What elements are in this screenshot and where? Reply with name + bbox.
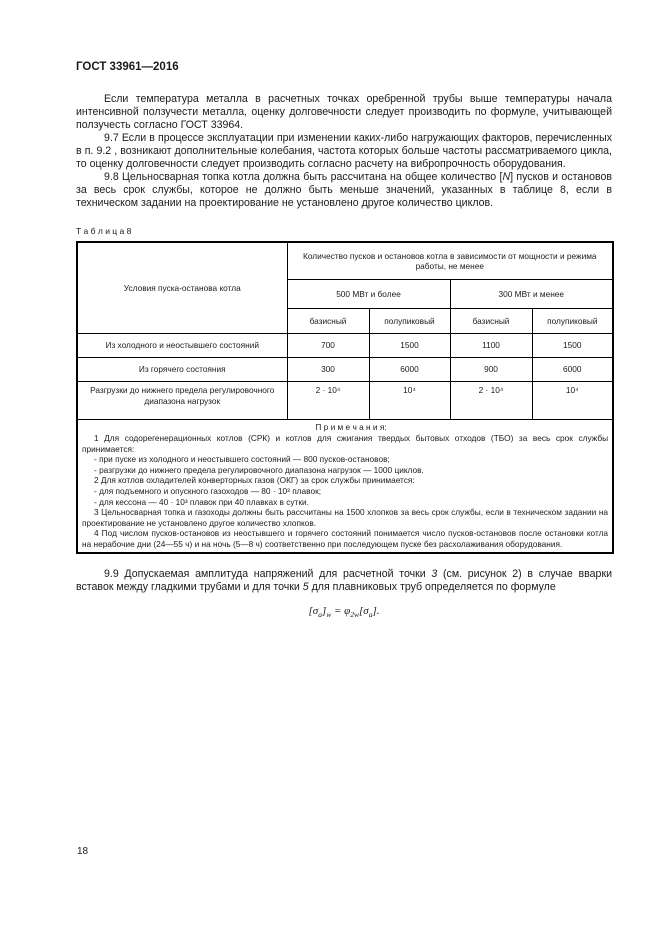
cell-value: 900 bbox=[450, 358, 532, 382]
cell-value: 1100 bbox=[450, 334, 532, 358]
paragraph-9-8-var-n: N bbox=[502, 171, 511, 183]
header-mode-2: полупиковый bbox=[369, 309, 450, 334]
formula-stress-amplitude bbox=[76, 605, 612, 619]
formula-equals-phi: = φ bbox=[331, 604, 351, 617]
paragraph-9-8-text-b: ] пусков и остановов за весь срок службы, которое не должно быть меньше значений, указанных в таблице 8, если в техническом задании на проектирование не установлено другое количество циклов. bbox=[76, 171, 612, 209]
formula-rhs: [σ bbox=[359, 604, 369, 617]
cell-value: 10⁴ bbox=[369, 382, 450, 420]
header-mode-3: базисный bbox=[450, 309, 532, 334]
note-item: - для подъемного и опускного газоходов — 80 · 10³ плавок; bbox=[94, 485, 322, 496]
cell-value: 700 bbox=[287, 334, 369, 358]
note-item: - при пуске из холодного и неостывшего состояний — 800 пусков-остановов; bbox=[94, 454, 390, 465]
table-header-row-group bbox=[77, 242, 613, 280]
cell-value: 1500 bbox=[532, 334, 613, 358]
formula-sub-a: a bbox=[318, 609, 322, 619]
paragraph-9-9-text-c: для плавниковых труб определяется по формуле bbox=[308, 580, 556, 593]
paragraph-9-9 bbox=[76, 568, 612, 594]
cell-value: 6000 bbox=[369, 358, 450, 382]
paragraph-9-8-text-a: 9.8 Цельносварная топка котла должна быть рассчитана на общее количество [ bbox=[104, 171, 503, 183]
row-label: Из горячего состояния bbox=[77, 358, 287, 382]
formula-bracket: ] bbox=[321, 604, 327, 617]
formula-sub-w: w bbox=[326, 609, 332, 619]
formula-end: ]. bbox=[372, 604, 380, 617]
header-group: Количество пусков и остановов котла в зависимости от мощности и режима работы, не менее bbox=[287, 242, 613, 280]
paragraph-9-9-text-a: 9.9 Допускаемая амплитуда напряжений для расчетной точки bbox=[104, 567, 432, 580]
table-8 bbox=[76, 241, 614, 554]
formula-sub-a2: a bbox=[368, 609, 373, 619]
paragraph-9-7: 9.7 Если в процессе эксплуатации при изменении каких-либо нагружающих факторов, перечисленных в п. 9.2 , возникают дополнительные колебания, частота которых больше частоты рассматриваемого цикла, то оценку долговечности следует производить согласно расчету на вибропрочность оборудования. bbox=[76, 132, 612, 170]
table-row-hot bbox=[77, 358, 613, 382]
cell-value: 2 · 10⁴ bbox=[287, 382, 369, 420]
table-notes-row bbox=[77, 420, 613, 553]
document-title: ГОСТ 33961—2016 bbox=[76, 61, 179, 73]
cell-value: 1500 bbox=[369, 334, 450, 358]
note-item: 2 Для котлов охладителей конверторных газов (ОКГ) за срок службы принимается: bbox=[94, 475, 415, 486]
table-row-cold bbox=[77, 334, 613, 358]
paragraph-9-9-point-3: 3 bbox=[431, 567, 438, 580]
formula-lhs: [σ bbox=[308, 604, 319, 617]
row-label: Разгрузки до нижнего предела регулировочного диапазона нагрузок bbox=[77, 382, 287, 420]
paragraph-9-9-text-b: (см. рисунок 2) в случае вварки вставок между гладкими трубами и для точки bbox=[76, 567, 612, 593]
note-item: - для кессона — 40 · 10³ плавок при 40 плавках в сутки. bbox=[94, 496, 309, 507]
table-caption: Т а б л и ц а 8 bbox=[76, 226, 132, 236]
paragraph-intro: Если температура металла в расчетных точках оребренной трубы выше температуры начала интенсивной ползучести металла, оценку долговечности следует производить по формуле, учитывающей ползучесть согласно ГОСТ 33964. bbox=[76, 93, 612, 131]
row-label: Из холодного и неостывшего состояний bbox=[77, 334, 287, 358]
cell-value: 10⁴ bbox=[532, 382, 613, 420]
header-mode-1: базисный bbox=[287, 309, 369, 334]
notes-cell bbox=[77, 420, 613, 553]
cell-value: 300 bbox=[287, 358, 369, 382]
header-mode-4: полупиковый bbox=[532, 309, 613, 334]
header-power-500: 500 МВт и более bbox=[287, 280, 450, 309]
cell-value: 6000 bbox=[532, 358, 613, 382]
page-content bbox=[76, 61, 612, 619]
paragraph-9-8 bbox=[76, 171, 612, 210]
note-item: 1 Для содорегенерационных котлов (СРК) и котлов для сжигания твердых бытовых отходов (ТБО) за весь срок службы принимается: bbox=[82, 433, 609, 454]
table-row-unload bbox=[77, 382, 613, 420]
cell-value: 2 · 10⁴ bbox=[450, 382, 532, 420]
header-conditions: Условия пуска-останова котла bbox=[77, 242, 287, 334]
header-power-300: 300 МВт и менее bbox=[450, 280, 613, 309]
note-item: 3 Цельносварная топка и газоходы должны быть рассчитаны на 1500 хлопков за весь срок службы, если в техническом задании на проектирование не установлено другое количество хлопков. bbox=[82, 507, 609, 528]
note-item: 4 Под числом пусков-остановов из неостывшего и горячего состояний понимается число пусков-остановов после остановки котла на нерабочие дни (24—55 ч) и на ночь (5—8 ч) соответственно при последующем пуске без расхолаживания оборудования. bbox=[82, 528, 609, 549]
formula-sub-2w: 2w bbox=[350, 609, 360, 619]
page-number: 18 bbox=[77, 846, 89, 857]
paragraph-9-9-point-5: 5 bbox=[302, 580, 309, 593]
note-item: - разгрузки до нижнего предела регулировочного диапазона нагрузок — 1000 циклов. bbox=[94, 464, 424, 475]
notes-heading: П р и м е ч а н и я: bbox=[315, 422, 387, 432]
